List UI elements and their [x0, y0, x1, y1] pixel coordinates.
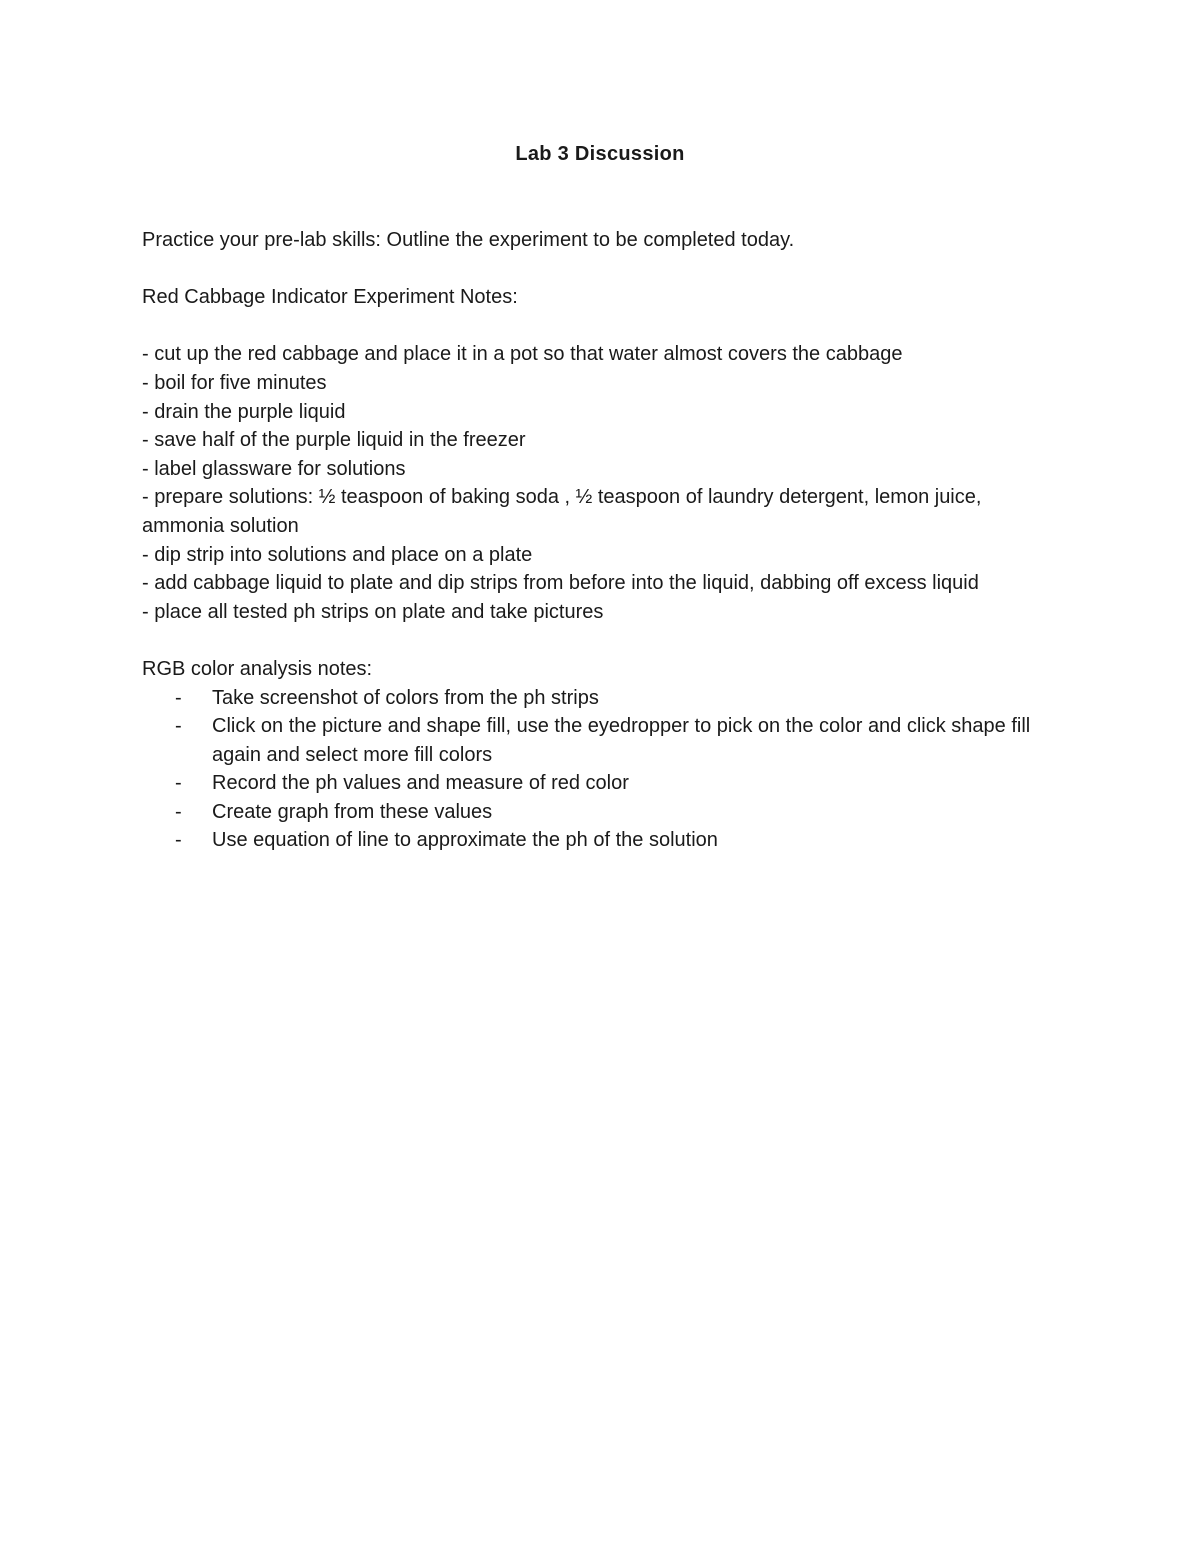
spacer [142, 255, 1062, 284]
rgb-notes-list [142, 684, 1062, 856]
list-item: - prepare solutions: ½ teaspoon of baking soda , ½ teaspoon of laundry detergent, lemon juice, ammonia solution [142, 486, 982, 537]
list-item: - drain the purple liquid [142, 400, 346, 423]
list-item [142, 684, 1062, 713]
bullet-dash: - [175, 829, 182, 852]
list-item: - boil for five minutes [142, 371, 327, 394]
cabbage-notes-heading: Red Cabbage Indicator Experiment Notes: [142, 286, 518, 309]
spacer [142, 312, 1062, 341]
bullet-dash: - [175, 715, 182, 738]
list-item [142, 826, 1062, 855]
list-item [142, 769, 1062, 798]
intro-paragraph: Practice your pre-lab skills: Outline the experiment to be completed today. [142, 229, 795, 251]
list-item: - label glassware for solutions [142, 457, 406, 480]
list-item: - save half of the purple liquid in the freezer [142, 429, 526, 452]
list-item: - place all tested ph strips on plate and take pictures [142, 600, 604, 623]
list-item-text: Create graph from these values [212, 800, 493, 823]
list-item [142, 712, 1062, 769]
list-item-text: Click on the picture and shape fill, use the eyedropper to pick on the color and click shape fill again and select more fill colors [212, 715, 1031, 766]
bullet-dash: - [175, 800, 182, 823]
list-item-text: Take screenshot of colors from the ph strips [212, 686, 599, 709]
cabbage-notes-list [142, 340, 1062, 626]
spacer [142, 626, 1062, 655]
list-item: - add cabbage liquid to plate and dip strips from before into the liquid, dabbing off excess liquid [142, 572, 979, 595]
list-item: - dip strip into solutions and place on a plate [142, 543, 533, 566]
list-item-text: Record the ph values and measure of red color [212, 772, 629, 795]
bullet-dash: - [175, 772, 182, 795]
list-item [142, 798, 1062, 827]
bullet-dash: - [175, 686, 182, 709]
document-title: Lab 3 Discussion [515, 143, 685, 165]
rgb-notes-heading: RGB color analysis notes: [142, 657, 373, 680]
list-item-text: Use equation of line to approximate the ph of the solution [212, 829, 718, 852]
list-item: - cut up the red cabbage and place it in a pot so that water almost covers the cabbage [142, 343, 903, 366]
document-body [142, 226, 1062, 855]
